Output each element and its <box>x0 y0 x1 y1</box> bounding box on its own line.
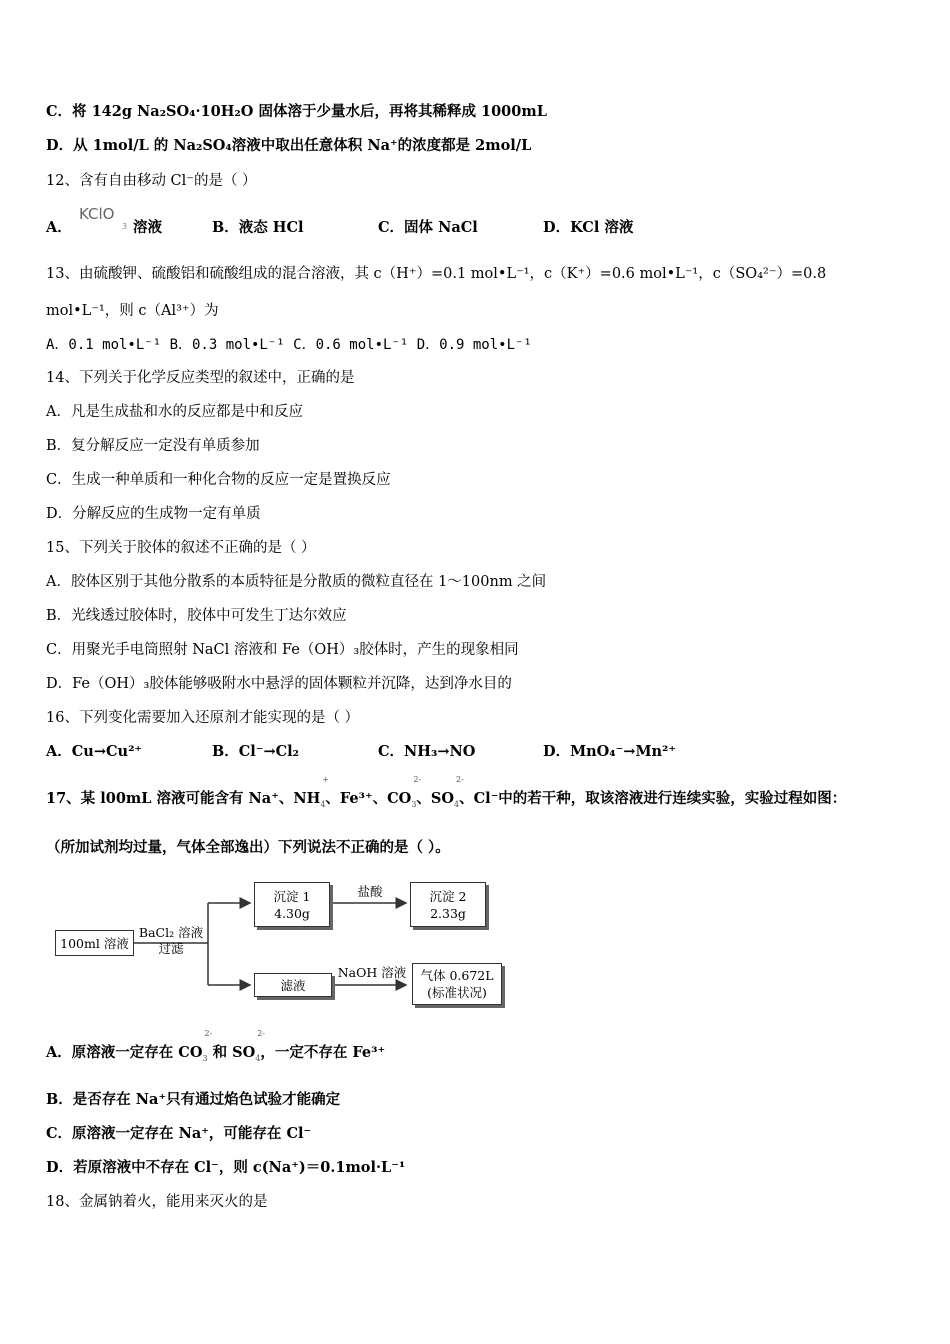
q13-stem-line1: 13、由硫酸钾、硫酸铝和硫酸组成的混合溶液，其 c（H⁺）=0.1 mol•L⁻¹，c（K⁺）=0.6 mol•L⁻¹，c（SO₄²⁻）=0.8 <box>46 266 827 282</box>
filtrate-box <box>254 973 332 997</box>
precipitate-1-box <box>254 882 330 927</box>
precipitate-2-box <box>410 882 486 927</box>
reagent-bacl2-label <box>138 925 204 957</box>
filtrate-label: 滤液 <box>280 977 306 993</box>
q18-stem: 18、金属钠着火，能用来灭火的是 <box>46 1194 268 1210</box>
q12-option-d: D．KCl 溶液 <box>543 219 634 236</box>
so4-ion-suffix: 2- $_4$ <box>454 775 464 809</box>
q11-option-c: C．将 142g Na₂SO₄·10H₂O 固体溶于少量水后，再将其稀释成 1000mL <box>46 103 547 120</box>
q17-option-a-part3: ，一定不存在 Fe³⁺ <box>260 1044 386 1061</box>
nh4-ion-suffix: + $_4$ <box>320 775 330 809</box>
reagent-bacl2-line2: 过滤 <box>158 941 184 956</box>
start-solution-label: 100ml 溶液 <box>60 935 129 951</box>
q13-options: A．0.1 mol•L⁻¹ B．0.3 mol•L⁻¹ C．0.6 mol•L⁻¹ D．0.9 mol•L⁻¹ <box>46 337 532 353</box>
reagent-hcl-label: 盐酸 <box>357 884 383 899</box>
q12-option-a-sub: 3 <box>122 222 128 231</box>
q15-option-b: B．光线透过胶体时，胶体中可发生丁达尔效应 <box>46 608 347 624</box>
q12-option-b: B．液态 HCl <box>212 219 304 236</box>
q12-option-a-formula: KClO <box>79 205 115 223</box>
so4-ion-suffix-a: 2- $_4$ <box>255 1029 266 1063</box>
q15-stem: 15、下列关于胶体的叙述不正确的是（ ） <box>46 540 316 556</box>
q16-option-c: C．NH₃→NO <box>378 743 476 760</box>
q17-option-a <box>46 1029 386 1065</box>
q17-option-a-part1: A．原溶液一定存在 CO <box>46 1044 203 1061</box>
precipitate-1-name: 沉淀 1 <box>273 888 311 904</box>
q15-option-a: A．胶体区别于其他分散系的本质特征是分散质的微粒直径在 1～100nm 之间 <box>46 574 547 590</box>
q16-stem: 16、下列变化需要加入还原剂才能实现的是（ ） <box>46 710 360 726</box>
q17-option-a-part2: 和 SO <box>207 1044 256 1061</box>
q12-option-a-label: A． <box>46 219 72 236</box>
q11-option-d: D．从 1mol/L 的 Na₂SO₄溶液中取出任意体积 Na⁺的浓度都是 2mol/L <box>46 137 532 154</box>
q12-stem: 12、含有自由移动 Cl⁻的是（ ） <box>46 173 257 189</box>
q17-stem-part4: 、Cl⁻中的若干种，取该溶液进行连续实验，实验过程如图： <box>459 790 847 807</box>
gas-box <box>412 963 502 1005</box>
start-solution-box <box>55 930 134 956</box>
q15-option-c: C．用聚光手电筒照射 NaCl 溶液和 Fe（OH）₃胶体时，产生的现象相同 <box>46 642 519 658</box>
precipitate-2-mass: 2.33g <box>430 905 466 921</box>
gas-volume: 气体 0.672L <box>420 968 494 983</box>
q14-stem: 14、下列关于化学反应类型的叙述中，正确的是 <box>46 370 355 386</box>
q15-option-d: D．Fe（OH）₃胶体能够吸附水中悬浮的固体颗粒并沉降，达到净水目的 <box>46 676 512 692</box>
q12-option-a-text: 溶液 <box>133 219 162 236</box>
q12-option-c: C．固体 NaCl <box>378 219 478 236</box>
precipitate-2-name: 沉淀 2 <box>429 888 467 904</box>
q14-option-a: A．凡是生成盐和水的反应都是中和反应 <box>46 404 303 420</box>
q14-option-b: B．复分解反应一定没有单质参加 <box>46 438 260 454</box>
reagent-naoh-label: NaOH 溶液 <box>337 965 407 980</box>
precipitate-1-mass: 4.30g <box>274 905 310 921</box>
q17-option-d: D．若原溶液中不存在 Cl⁻，则 c(Na⁺)＝0.1mol·L⁻¹ <box>46 1159 406 1176</box>
q17-stem-part1: 17、某 l00mL 溶液可能含有 Na⁺、NH <box>46 790 321 807</box>
q17-option-b: B．是否存在 Na⁺只有通过焰色试验才能确定 <box>46 1091 341 1108</box>
q17-option-c: C．原溶液一定存在 Na⁺，可能存在 Cl⁻ <box>46 1125 312 1142</box>
q17-stem-part2: 、Fe³⁺、CO <box>325 790 412 807</box>
q16-option-d: D．MnO₄⁻→Mn²⁺ <box>543 743 677 760</box>
q16-option-b: B．Cl⁻→Cl₂ <box>212 743 300 760</box>
q17-stem-part3: 、SO <box>416 790 455 807</box>
gas-condition: (标准状况) <box>427 985 487 1000</box>
q14-option-d: D．分解反应的生成物一定有单质 <box>46 506 261 522</box>
q16-option-a: A．Cu→Cu²⁺ <box>46 743 143 760</box>
q13-stem-line2: mol•L⁻¹，则 c（Al³⁺）为 <box>46 303 219 319</box>
q17-stem-line2: （所加试剂均过量，气体全部逸出）下列说法不正确的是（ ）。 <box>46 839 450 856</box>
q14-option-c: C．生成一种单质和一种化合物的反应一定是置换反应 <box>46 472 391 488</box>
co3-ion-suffix-a: 2- $_3$ <box>202 1029 213 1063</box>
co3-ion-suffix: 2- $_3$ <box>411 775 422 809</box>
reagent-bacl2-line1: BaCl₂ 溶液 <box>138 925 204 940</box>
